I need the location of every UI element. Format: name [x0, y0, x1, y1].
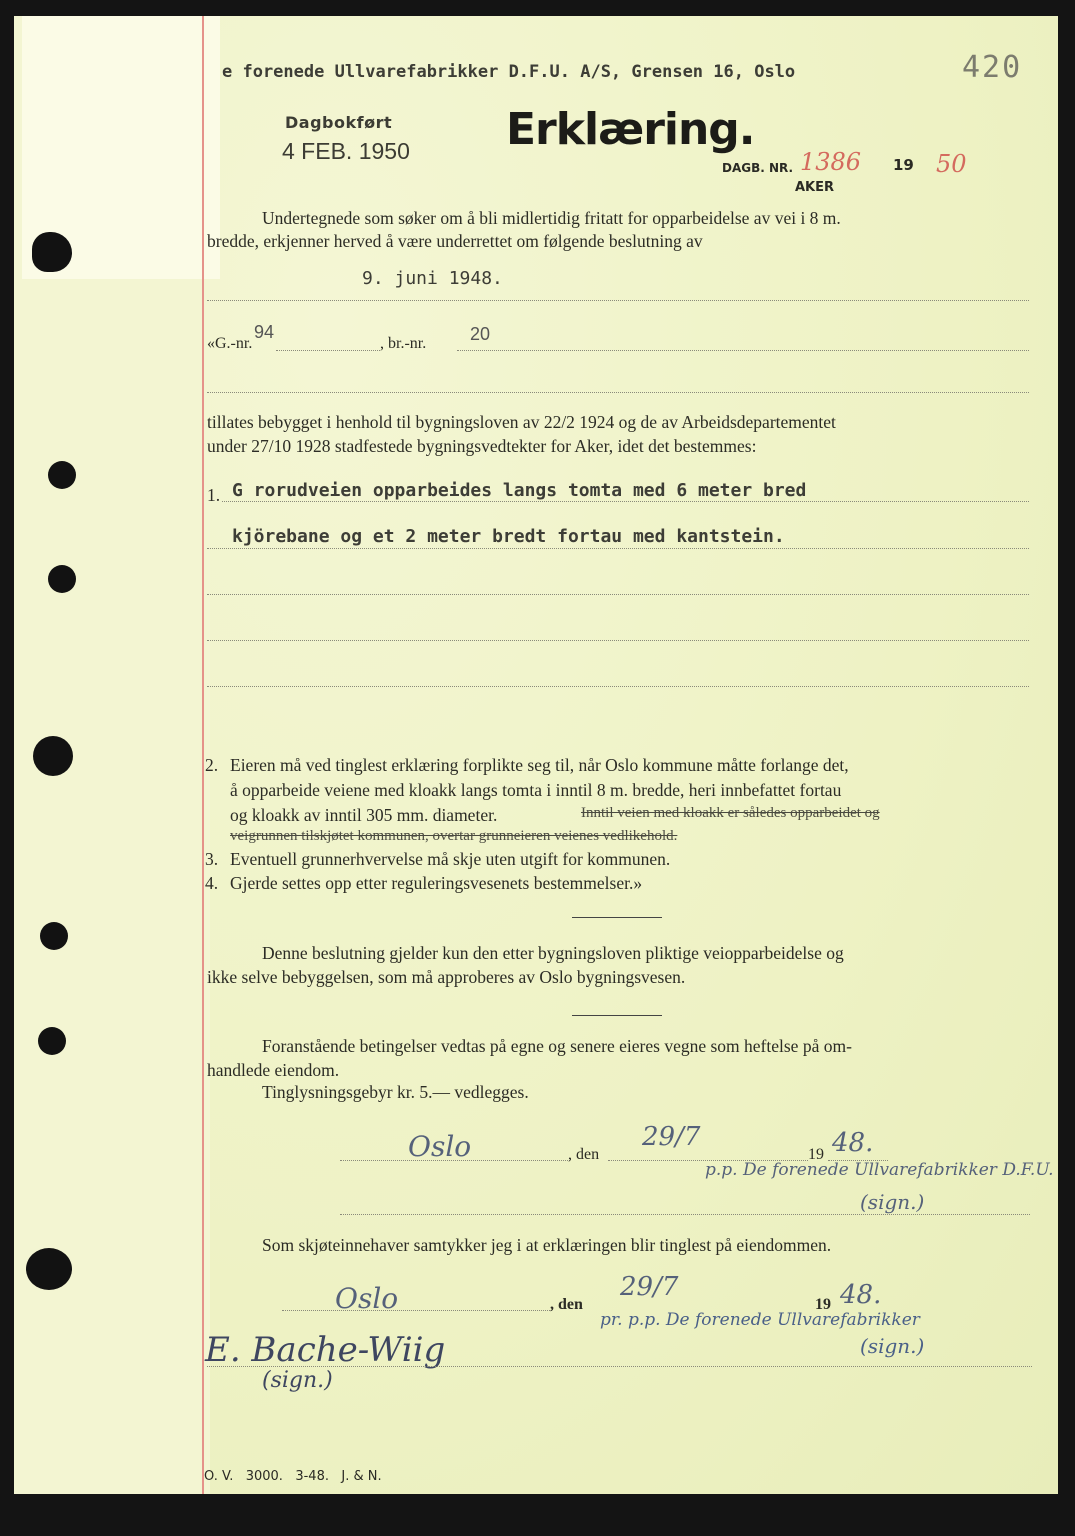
dagb-mark: 19 [893, 156, 914, 174]
limitation-line-1: Denne beslutning gjelder kun den etter bygningsloven pliktige veiopparbeidelse og [262, 943, 844, 963]
dagbokfort-stamp-date: 4 FEB. 1950 [282, 138, 410, 164]
dotted-line [207, 548, 1029, 549]
condition-1-line-1: G rorudveien opparbeides langs tomta med 6 meter bred [232, 480, 807, 501]
dagbokfort-stamp-label: Dagbokført [285, 113, 393, 132]
punch-hole-icon [32, 232, 72, 272]
condition-1-number: 1. [207, 485, 221, 505]
signature-1-signer: p.p. De forenede Ullvarefabrikker D.F.U. [705, 1160, 1054, 1180]
margin-line [202, 16, 204, 1494]
condition-2-number: 2. [205, 755, 219, 775]
intro-line-1: Undertegnede som søker om å bli midlertidig fritatt for opparbeidelse av vei i 8 m. [262, 208, 841, 228]
page-title: Erklæring. [506, 104, 755, 155]
condition-2-line-2: å opparbeide veiene med kloakk langs tomta i inntil 8 m. bredde, heri innbefattet fortau [230, 780, 842, 800]
signature-2-year: 48. [840, 1280, 882, 1310]
acceptance-line-2: handlede eiendom. [207, 1060, 340, 1080]
signature-1-sign: (sign.) [860, 1190, 925, 1214]
signature-field-line [340, 1214, 1030, 1215]
dotted-line [207, 594, 1029, 595]
brnr-value: 20 [470, 324, 491, 344]
print-code: O. V. 3000. 3-48. J. & N. [204, 1469, 382, 1484]
condition-3-number: 3. [205, 849, 219, 869]
signature-1-place: Oslo [408, 1130, 472, 1163]
gnr-label: «G.-nr. [207, 335, 253, 352]
signature-1-den-label: , den [568, 1146, 600, 1163]
place-field-line [340, 1160, 570, 1161]
punch-hole-icon [33, 736, 73, 776]
consent-text: Som skjøteinnehaver samtykker jeg i at erklæringen blir tinglest på eiendommen. [262, 1235, 832, 1255]
fee-note: Tinglysningsgebyr kr. 5.— vedlegges. [262, 1082, 529, 1102]
dagb-year: 50 [936, 150, 967, 178]
signature-1-year: 48. [832, 1128, 874, 1158]
signature-2-date: 29/7 [620, 1272, 679, 1302]
decision-date: 9. juni 1948. [362, 268, 503, 289]
dotted-line [207, 686, 1029, 687]
dotted-line [207, 640, 1029, 641]
punch-hole-icon [38, 1027, 66, 1055]
condition-2-line-3: og kloakk av inntil 305 mm. diameter. [230, 805, 498, 825]
condition-4-number: 4. [205, 873, 219, 893]
dotted-line [207, 392, 1029, 393]
limitation-line-2: ikke selve bebyggelsen, som må approberes av Oslo bygningsvesen. [207, 967, 686, 987]
punch-hole-icon [48, 461, 76, 489]
dotted-line [207, 300, 1029, 301]
statute-line-1: tillates bebygget i henhold til bygningsloven av 22/2 1924 og de av Arbeidsdepartementet [207, 412, 836, 432]
signature-1-century: 19 [808, 1146, 824, 1163]
signature-2-signer: pr. p.p. De forenede Ullvarefabrikker [600, 1310, 920, 1330]
brnr-label: , br.-nr. [380, 335, 427, 352]
condition-3-text: Eventuell grunnerhvervelse må skje uten utgift for kommunen. [230, 849, 671, 869]
owner-signature-name: E. Bache-Wiig [205, 1330, 446, 1370]
punch-hole-icon [26, 1248, 72, 1290]
section-divider [572, 1015, 662, 1016]
punch-hole-icon [40, 922, 68, 950]
dagb-number: 1386 [800, 148, 862, 176]
condition-2-struck-1: Inntil veien med kloakk er således opparbeidet og [581, 805, 880, 821]
signature-2-place: Oslo [335, 1282, 399, 1315]
place-field-line [282, 1310, 550, 1311]
signature-1-date: 29/7 [642, 1122, 701, 1152]
condition-2-struck-2: veigrunnen tilskjøtet kommunen, overtar grunneieren veienes vedlikehold. [230, 828, 678, 844]
condition-1-line-2: kjörebane og et 2 meter bredt fortau med kantstein. [232, 526, 785, 547]
statute-line-2: under 27/10 1928 stadfestede bygningsvedtekter for Aker, idet det bestemmes: [207, 436, 757, 456]
page-number: 420 [962, 50, 1023, 85]
signature-2-den-label: , den [550, 1296, 583, 1313]
dotted-line [222, 501, 1029, 502]
acceptance-line-1: Foranstående betingelser vedtas på egne og senere eieres vegne som heftelse på om- [262, 1036, 852, 1056]
section-divider [572, 917, 662, 918]
intro-line-2: bredde, erkjenner herved å være underrettet om følgende beslutning av [207, 231, 703, 251]
signature-2-century: 19 [815, 1296, 831, 1313]
owner-signature-sign: (sign.) [262, 1368, 333, 1393]
punch-hole-icon [48, 565, 76, 593]
signature-2-sign: (sign.) [860, 1334, 925, 1358]
gnr-value: 94 [254, 322, 275, 342]
brnr-field-line [457, 350, 1029, 351]
gnr-field-line [276, 350, 380, 351]
dagb-place: AKER [795, 180, 835, 195]
signature-field-line [207, 1366, 1032, 1367]
condition-2-line-1: Eieren må ved tinglest erklæring forplikte seg til, når Oslo kommune måtte forlange det, [230, 755, 849, 775]
condition-4-text: Gjerde settes opp etter reguleringsvesenets bestemmelser.» [230, 873, 643, 893]
company-letterhead: e forenede Ullvarefabrikker D.F.U. A/S, Grensen 16, Oslo [222, 62, 796, 82]
dagb-label: DAGB. NR. [722, 161, 794, 175]
